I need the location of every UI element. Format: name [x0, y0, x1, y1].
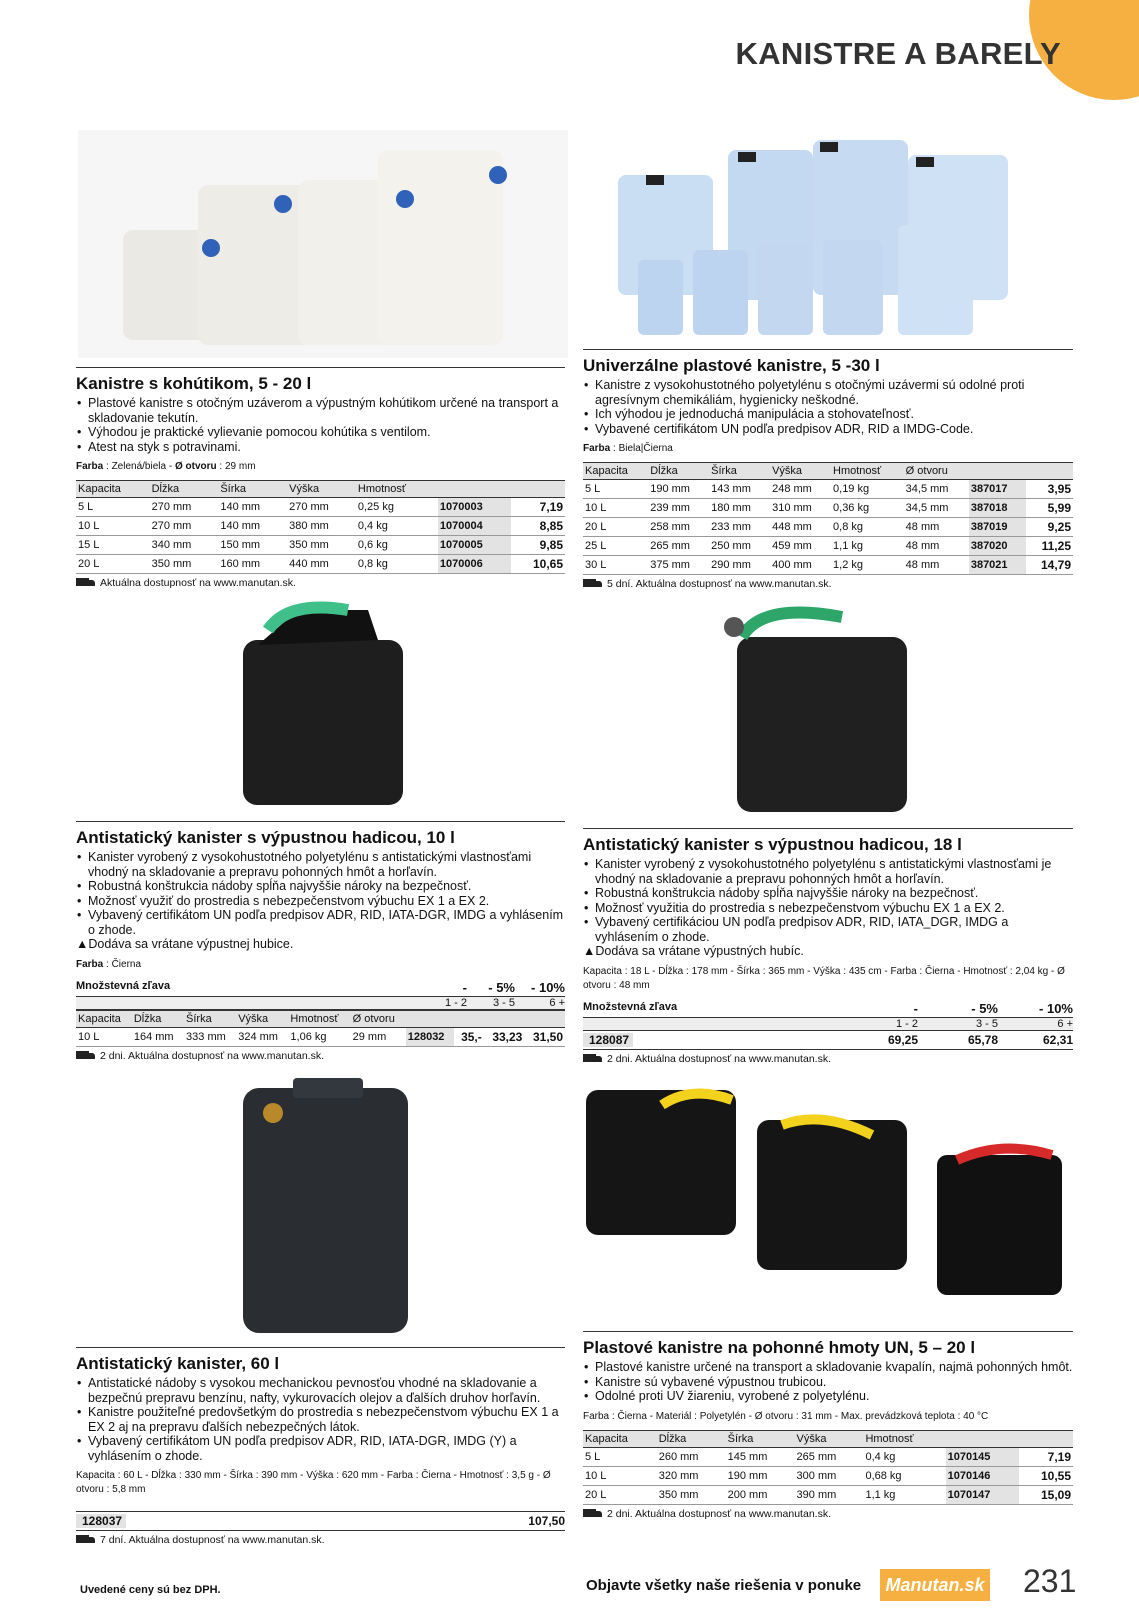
table-row: 10 L 239 mm 180 mm 310 mm 0,36 kg 34,5 mm 387018 5,99: [583, 499, 1073, 518]
feature-item: • Kanistre z vysokohustotného polyetylénu s otočnými uzávermi sú odolné proti agresívnym chemikáliám, hygienicky neškodné.: [583, 378, 1073, 407]
product-title: Kanistre s kohútikom, 5 - 20 l: [76, 367, 565, 394]
feature-item: • Plastové kanistre s otočným uzáverom a výpustným kohútikom určené na transport a skladovanie tekutín.: [76, 396, 565, 425]
availability: 2 dni. Aktuálna dostupnosť na www.manutan.sk.: [76, 1050, 565, 1062]
availability: 5 dní. Aktuálna dostupnosť na www.manutan.sk.: [583, 578, 1073, 590]
table-header-row: Kapacita Dĺžka Šírka Výška Hmotnosť Ø otvoru: [583, 463, 1073, 480]
product-image-antistatic-18l: [722, 602, 922, 818]
discount-header: Množstevná zľava - - 5% - 10%: [583, 1001, 1073, 1016]
feature-item: • Možnosť využitia do prostredia s nebezpečenstvom výbuchu EX 1 a EX 2.: [583, 901, 1073, 916]
product-image-fuel-canisters: [582, 1080, 1078, 1300]
feature-item: • Kanister vyrobený z vysokohustotného polyetylénu s antistatickými vlastnosťami je vhodný na skladovanie a prepravu pohonných hmôt a horľavín.: [583, 857, 1073, 886]
truck-icon: [76, 578, 96, 588]
product-title: Antistatický kanister s výpustnou hadicou, 10 l: [76, 821, 565, 848]
delivery-note: ▲Dodáva sa vrátane výpustnej hubice.: [76, 937, 294, 951]
feature-item: • Kanistre použiteľné predovšetkým do prostredia s nebezpečenstvom výbuchu EX 1 a EX 2 aj na prepravu ďalších nebezpečných látok.: [76, 1405, 565, 1434]
discount-header: Množstevná zľava - - 5% - 10%: [76, 980, 565, 995]
feature-list: [583, 857, 1073, 944]
feature-item: • Antistatické nádoby s vysokou mechanickou pevnosťou vhodné na skladovanie a bezpečnú prepravu benzínu, nafty, vykurovacích olejov a ďalších druhov horľavín.: [76, 1376, 565, 1405]
manutan-logo[interactable]: Manutan.sk: [880, 1569, 990, 1601]
table-row: 30 L 375 mm 290 mm 400 mm 1,2 kg 48 mm 387021 14,79: [583, 556, 1073, 575]
table-row: 20 L 350 mm 160 mm 440 mm 0,8 kg 1070006 10,65: [76, 555, 565, 574]
feature-item: • Odolné proti UV žiareniu, vyrobené z polyetylénu.: [583, 1389, 1073, 1404]
product-antistatic-60l: [76, 1347, 565, 1546]
feature-item: • Ich výhodou je jednoduchá manipulácia a stohovateľnosť.: [583, 407, 1073, 422]
feature-item: • Výhodou je praktické vylievanie pomocou kohútika s ventilom.: [76, 425, 565, 440]
product-title: Antistatický kanister s výpustnou hadicou, 18 l: [583, 828, 1073, 855]
feature-item: • Robustná konštrukcia nádoby spĺňa najvyššie nároky na bezpečnosť.: [76, 879, 565, 894]
footer-cta: Objavte všetky naše riešenia v ponuke: [586, 1577, 862, 1594]
spec-line: Kapacita : 18 L - Dĺžka : 178 mm - Šírka : 365 mm - Výška : 435 cm - Farba : Čierna - Hmotnosť : 2,04 kg - Ø otvoru : 48 mm: [583, 966, 1065, 991]
product-tap-canisters: [76, 367, 565, 589]
product-title: Plastové kanistre na pohonné hmoty UN, 5 – 20 l: [583, 1331, 1073, 1358]
product-image-tap-canisters: [78, 130, 568, 358]
feature-list: [76, 396, 565, 454]
feature-item: • Vybavený certifikáciou UN podľa predpisov ADR, RID, IATA_DGR, IMDG a vyhlásením o zhode.: [583, 915, 1073, 944]
feature-item: • Plastové kanistre určené na transport a skladovanie kvapalín, najmä pohonných hmôt.: [583, 1360, 1073, 1375]
spec-table: [76, 1010, 565, 1047]
table-row: 25 L 265 mm 250 mm 459 mm 1,1 kg 48 mm 387020 11,25: [583, 537, 1073, 556]
availability: Aktuálna dostupnosť na www.manutan.sk.: [76, 577, 565, 589]
price-row: 128087 69,25 65,78 62,31: [583, 1031, 1073, 1050]
table-header-row: Kapacita Dĺžka Šírka Výška Hmotnosť: [583, 1430, 1073, 1447]
product-fuel-canisters: [583, 1331, 1073, 1520]
feature-item: • Robustná konštrukcia nádoby spĺňa najvyššie nároky na bezpečnosť.: [583, 886, 1073, 901]
table-header-row: Kapacita Dĺžka Šírka Výška Hmotnosť: [76, 481, 565, 498]
feature-item: • Vybavený certifikátom UN podľa predpisov ADR, RID, IATA-DGR, IMDG (Y) a vyhlásením o zhode.: [76, 1434, 565, 1463]
feature-item: • Vybavený certifikátom UN podľa predpisov ADR, RID, IATA-DGR, IMDG a vyhlásením o zhode.: [76, 908, 565, 937]
availability: 2 dni. Aktuálna dostupnosť na www.manutan.sk.: [583, 1508, 1073, 1520]
product-code: 128037: [76, 1514, 126, 1528]
page-title: KANISTRE A BARELY: [735, 36, 1061, 71]
delivery-note: ▲Dodáva sa vrátane výpustných hubíc.: [583, 944, 804, 958]
spec-line: Farba : Biela|Čierna: [583, 443, 673, 454]
product-title: Antistatický kanister, 60 l: [76, 1347, 565, 1374]
product-title: Univerzálne plastové kanistre, 5 -30 l: [583, 349, 1073, 376]
product-image-antistatic-60l: [238, 1078, 414, 1338]
truck-icon: [76, 1051, 96, 1061]
price: 107,50: [528, 1514, 565, 1528]
feature-list: [76, 850, 565, 937]
price-note: Uvedené ceny sú bez DPH.: [80, 1584, 221, 1596]
spec-line: Farba : Zelená/biela - Ø otvoru : 29 mm: [76, 461, 256, 472]
table-row: 20 L 258 mm 233 mm 448 mm 0,8 kg 48 mm 387019 9,25: [583, 518, 1073, 537]
feature-list: [583, 1360, 1073, 1404]
table-row: 15 L 340 mm 150 mm 350 mm 0,6 kg 1070005 9,85: [76, 536, 565, 555]
price-row: [76, 1511, 565, 1531]
availability: 2 dni. Aktuálna dostupnosť na www.manutan.sk.: [583, 1053, 1073, 1065]
feature-item: • Kanister vyrobený z vysokohustotného polyetylénu s antistatickými vlastnosťami vhodný na skladovanie a prepravu pohonných hmôt a horľavín.: [76, 850, 565, 879]
truck-icon: [583, 1054, 603, 1064]
spec-line: Kapacita : 60 L - Dĺžka : 330 mm - Šírka : 390 mm - Výška : 620 mm - Farba : Čierna - Hmotnosť : 3,5 g - Ø otvoru : 5,8 mm: [76, 1470, 551, 1495]
table-row: 10 L 320 mm 190 mm 300 mm 0,68 kg 1070146 10,55: [583, 1466, 1073, 1485]
table-row: 10 L 270 mm 140 mm 380 mm 0,4 kg 1070004 8,85: [76, 517, 565, 536]
feature-list: [583, 378, 1073, 436]
quantity-row: 1 - 2 3 - 5 6 +: [583, 1018, 1073, 1031]
availability: 7 dní. Aktuálna dostupnosť na www.manutan.sk.: [76, 1534, 565, 1546]
product-universal-canisters: [583, 349, 1073, 590]
table-row: 20 L 350 mm 200 mm 390 mm 1,1 kg 1070147 15,09: [583, 1485, 1073, 1504]
truck-icon: [76, 1535, 96, 1545]
product-image-antistatic-10l: [238, 600, 418, 810]
spec-line: Farba : Čierna: [76, 959, 142, 970]
product-antistatic-18l: [583, 828, 1073, 1065]
table-row: 5 L 190 mm 143 mm 248 mm 0,19 kg 34,5 mm 387017 3,95: [583, 480, 1073, 499]
table-row: 10 L 164 mm 333 mm 324 mm 1,06 kg 29 mm 128032 35,- 33,23 31,50: [76, 1028, 565, 1047]
table-row: 5 L 270 mm 140 mm 270 mm 0,25 kg 1070003 7,19: [76, 498, 565, 517]
table-row: 5 L 260 mm 145 mm 265 mm 0,4 kg 1070145 7,19: [583, 1447, 1073, 1466]
spec-table: [583, 462, 1073, 575]
feature-item: • Atest na styk s potravinami.: [76, 440, 565, 455]
product-image-universal-canisters: [598, 130, 1078, 340]
truck-icon: [583, 579, 603, 589]
feature-item: • Vybavené certifikátom UN podľa predpisov ADR, RID a IMDG-Code.: [583, 422, 1073, 437]
spec-line: Farba : Čierna - Materiál : Polyetylén - Ø otvoru : 31 mm - Max. prevádzková teplota : 40 °C: [583, 1410, 989, 1422]
spec-table: [76, 480, 565, 574]
table-header-row: Kapacita Dĺžka Šírka Výška Hmotnosť Ø otvoru: [76, 1011, 565, 1028]
quantity-row: 1 - 2 3 - 5 6 +: [76, 997, 565, 1010]
spec-table: [583, 1430, 1073, 1505]
feature-item: • Možnosť využiť do prostredia s nebezpečenstvom výbuchu EX 1 a EX 2.: [76, 894, 565, 909]
truck-icon: [583, 1509, 603, 1519]
product-antistatic-10l: [76, 821, 565, 1062]
feature-list: [76, 1376, 565, 1463]
feature-item: • Kanistre sú vybavené výpustnou trubicou.: [583, 1375, 1073, 1390]
page-number: 231: [1023, 1563, 1077, 1599]
product-code: 128087: [583, 1033, 633, 1047]
